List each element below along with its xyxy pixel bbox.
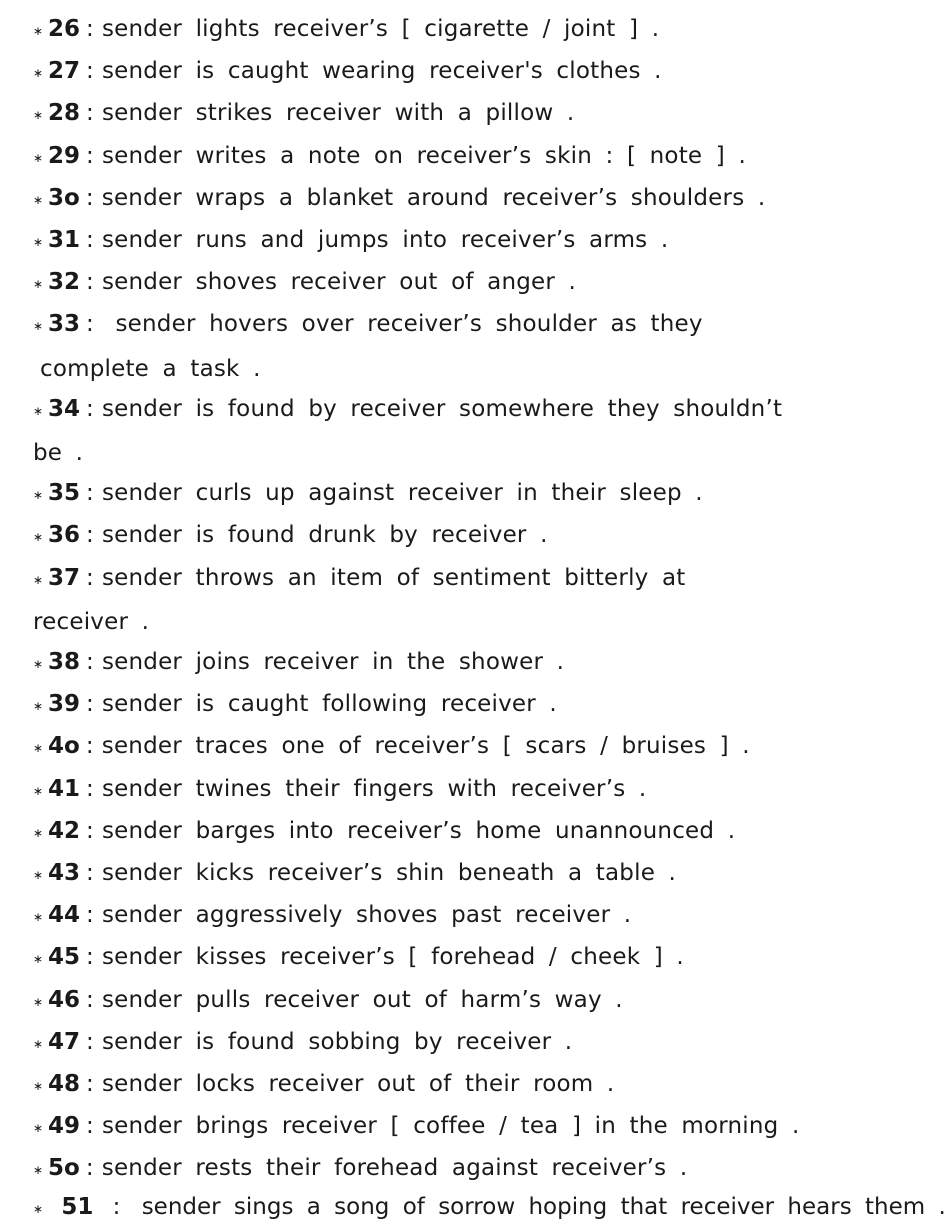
entry-colon: : bbox=[86, 860, 94, 886]
list-item bbox=[33, 852, 873, 896]
list-item bbox=[33, 1147, 873, 1191]
list-item bbox=[33, 92, 873, 136]
list-item bbox=[33, 135, 873, 179]
entry-colon: : bbox=[86, 100, 94, 127]
bullet-star-icon: ∗ bbox=[33, 1036, 44, 1051]
bullet-star-icon: ∗ bbox=[33, 572, 44, 587]
entry-number: 45 bbox=[48, 944, 81, 971]
entry-number: 3o bbox=[48, 184, 80, 211]
list-item bbox=[33, 979, 873, 1023]
bullet-star-icon: ∗ bbox=[33, 657, 44, 671]
bullet-star-icon: ∗ bbox=[33, 66, 44, 81]
bullet-star-icon: ∗ bbox=[33, 1163, 44, 1178]
entry-colon: : bbox=[86, 480, 94, 507]
entry-colon: : bbox=[85, 733, 94, 760]
bullet-star-icon: ∗ bbox=[33, 235, 44, 249]
entry-text: sender is found sobbing by receiver . bbox=[101, 1028, 573, 1055]
list-item bbox=[33, 177, 873, 221]
entry-colon: : bbox=[86, 691, 94, 718]
bullet-star-icon: ∗ bbox=[33, 1079, 44, 1093]
bullet-star-icon: ∗ bbox=[33, 868, 44, 882]
entry-number: 31 bbox=[48, 227, 81, 253]
list-item bbox=[33, 768, 873, 812]
entry-number: 27 bbox=[48, 58, 81, 85]
entry-colon: : bbox=[86, 986, 94, 1013]
entry-number: 38 bbox=[48, 649, 81, 675]
entry-text: sender locks receiver out of their room . bbox=[101, 1071, 615, 1097]
entry-number: 51 bbox=[61, 1194, 94, 1220]
bullet-star-icon: ∗ bbox=[33, 741, 44, 756]
list-item bbox=[33, 261, 873, 305]
entry-number: 29 bbox=[48, 142, 81, 169]
entry-text: sender sings a song of sorrow hoping that receiver hears them . bbox=[141, 1194, 946, 1220]
entry-colon: : bbox=[85, 184, 94, 211]
entry-colon: : bbox=[86, 395, 94, 422]
entry-number: 34 bbox=[48, 395, 81, 422]
list-item bbox=[33, 1105, 873, 1149]
bullet-star-icon: ∗ bbox=[33, 24, 44, 38]
list-item bbox=[33, 557, 873, 643]
bullet-star-icon: ∗ bbox=[33, 530, 44, 545]
entry-number: 35 bbox=[48, 480, 81, 507]
bullet-star-icon: ∗ bbox=[33, 108, 44, 123]
entry-text: sender runs and jumps into receiver’s arms . bbox=[101, 227, 669, 253]
list-item bbox=[33, 219, 873, 263]
bullet-star-icon: ∗ bbox=[33, 994, 44, 1009]
entry-number: 41 bbox=[48, 775, 81, 802]
entry-text: sender barges into receiver’s home unannounced . bbox=[101, 817, 736, 844]
bullet-star-icon: ∗ bbox=[33, 150, 44, 165]
list-item bbox=[33, 810, 873, 854]
list-item bbox=[33, 50, 873, 94]
entry-text: sender is found by receiver somewhere they shouldn’t bbox=[101, 395, 783, 422]
entry-number: 49 bbox=[48, 1113, 81, 1140]
entry-colon: : bbox=[86, 58, 94, 85]
entry-text: sender kicks receiver’s shin beneath a table . bbox=[101, 860, 677, 886]
list-item bbox=[33, 936, 873, 980]
entry-colon: : bbox=[86, 16, 94, 42]
entry-text: sender joins receiver in the shower . bbox=[101, 649, 565, 675]
list-item bbox=[33, 1021, 873, 1065]
entry-text: sender writes a note on receiver’s skin : [ note ] . bbox=[101, 142, 746, 169]
entry-text: sender lights receiver’s [ cigarette / joint ] . bbox=[101, 16, 660, 42]
entry-text: sender traces one of receiver’s [ scars / bruises ] . bbox=[101, 733, 750, 760]
entry-text: sender is found drunk by receiver . bbox=[101, 522, 548, 549]
entry-text: sender is caught following receiver . bbox=[101, 691, 557, 718]
list-item bbox=[33, 388, 873, 474]
entry-colon: : bbox=[86, 1113, 94, 1140]
list-item bbox=[33, 641, 873, 685]
bullet-star-icon: ∗ bbox=[33, 952, 44, 967]
entry-colon: : bbox=[86, 1071, 94, 1097]
entry-colon: : bbox=[86, 522, 94, 549]
entry-text: sender kisses receiver’s [ forehead / cheek ] . bbox=[101, 944, 684, 971]
cut-off-top-line bbox=[33, 0, 873, 4]
entry-text: sender throws an item of sentiment bitterly at bbox=[101, 564, 686, 591]
entry-text: sender hovers over receiver’s shoulder as they bbox=[101, 311, 703, 338]
list-item bbox=[33, 683, 873, 727]
list-item bbox=[33, 8, 873, 52]
bullet-star-icon: ∗ bbox=[33, 699, 44, 714]
entry-colon: : bbox=[86, 902, 94, 929]
entry-text: sender pulls receiver out of harm’s way . bbox=[101, 986, 623, 1013]
entry-text: sender curls up against receiver in their sleep . bbox=[101, 480, 703, 507]
entry-number: 32 bbox=[48, 269, 81, 296]
list-item bbox=[33, 894, 873, 938]
entry-text: sender shoves receiver out of anger . bbox=[101, 269, 577, 296]
list-item bbox=[33, 1063, 873, 1107]
bullet-star-icon: ∗ bbox=[33, 825, 44, 840]
bullet-star-icon: ∗ bbox=[33, 192, 44, 207]
entry-number: 36 bbox=[48, 522, 81, 549]
entry-colon: : bbox=[86, 1028, 94, 1055]
bullet-star-icon: ∗ bbox=[33, 783, 44, 798]
entry-text: sender is caught wearing receiver's clothes . bbox=[101, 58, 662, 85]
entry-colon: : bbox=[86, 311, 94, 338]
entry-colon: : bbox=[86, 227, 94, 253]
entry-number: 33 bbox=[48, 311, 81, 338]
cut-off-bottom-entry bbox=[33, 1186, 946, 1220]
bullet-star-icon: ∗ bbox=[33, 1121, 44, 1136]
bullet-star-icon: ∗ bbox=[33, 319, 44, 334]
entry-number: 44 bbox=[48, 902, 81, 929]
entry-number: 47 bbox=[48, 1028, 81, 1055]
entry-number: 43 bbox=[48, 860, 81, 886]
list-item bbox=[33, 303, 873, 389]
entry-number: 48 bbox=[48, 1071, 81, 1097]
entry-text-continuation: receiver . bbox=[33, 608, 150, 635]
entry-colon: : bbox=[85, 1155, 94, 1182]
entry-colon: : bbox=[86, 649, 94, 675]
entry-number: 42 bbox=[48, 817, 81, 844]
entry-number: 26 bbox=[48, 16, 81, 42]
list-item bbox=[33, 472, 873, 516]
entry-number: 46 bbox=[48, 986, 81, 1013]
entry-number: 39 bbox=[48, 691, 81, 718]
entry-colon: : bbox=[86, 564, 94, 591]
entry-colon: : bbox=[112, 1194, 121, 1220]
entry-text-continuation: complete a task . bbox=[40, 355, 261, 382]
list-item bbox=[33, 725, 873, 769]
entry-number: 5o bbox=[48, 1155, 80, 1182]
entry-text: sender brings receiver [ coffee / tea ] in the morning . bbox=[101, 1113, 800, 1140]
entry-text: sender strikes receiver with a pillow . bbox=[101, 100, 575, 127]
entry-text: sender rests their forehead against receiver’s . bbox=[101, 1155, 688, 1182]
entry-colon: : bbox=[86, 817, 94, 844]
bullet-star-icon: ∗ bbox=[33, 403, 44, 418]
entry-text: sender wraps a blanket around receiver’s shoulders . bbox=[101, 184, 766, 211]
entry-text: sender aggressively shoves past receiver . bbox=[101, 902, 632, 929]
entry-colon: : bbox=[86, 269, 94, 296]
entry-text: sender twines their fingers with receiver’s . bbox=[101, 775, 647, 802]
bullet-star-icon: ∗ bbox=[33, 910, 44, 925]
entry-text-continuation: be . bbox=[33, 440, 84, 466]
entry-colon: : bbox=[86, 775, 94, 802]
bullet-star-icon: ∗ bbox=[33, 1202, 44, 1216]
entry-colon: : bbox=[86, 142, 94, 169]
bullet-star-icon: ∗ bbox=[33, 277, 44, 292]
entry-number: 37 bbox=[48, 564, 81, 591]
entry-number: 28 bbox=[48, 100, 81, 127]
entry-colon: : bbox=[86, 944, 94, 971]
entry-number: 4o bbox=[48, 733, 80, 760]
bullet-star-icon: ∗ bbox=[33, 488, 44, 503]
list-item bbox=[33, 514, 873, 558]
